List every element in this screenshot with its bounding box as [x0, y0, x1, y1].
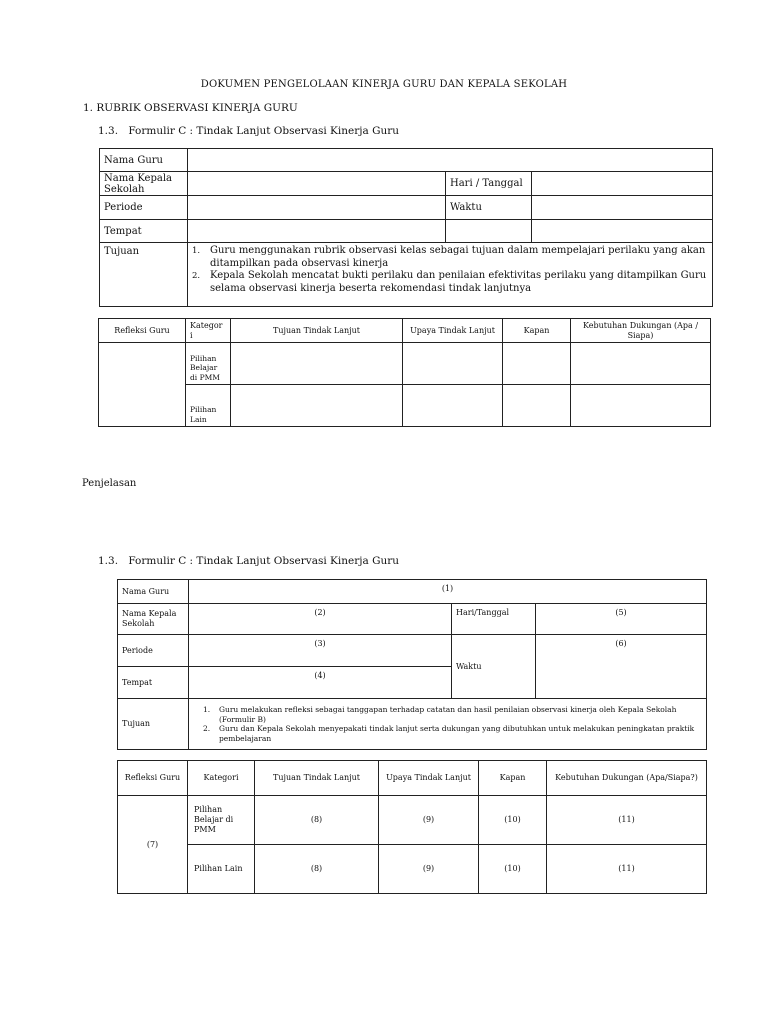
form1-input-upaya-lain[interactable] — [403, 385, 503, 427]
list-number: 1. — [203, 705, 211, 714]
list-number: 1. — [192, 246, 201, 256]
form2-marker-refleksi-guru: (7) — [118, 796, 188, 894]
form2-label-periode: Periode — [118, 635, 189, 667]
form2-marker-kapan-lain: (10) — [479, 845, 547, 894]
form1-tujuan-content — [188, 243, 713, 307]
form1-label-nama-guru: Nama Guru — [100, 149, 188, 172]
form1-input-refleksi-guru[interactable] — [99, 343, 186, 427]
table-row — [118, 796, 707, 845]
form1-category-pmm: Pilihan Belajar di PMM — [186, 343, 231, 385]
form2-marker-dukungan-lain: (11) — [547, 845, 707, 894]
form1-identity-table — [99, 148, 713, 307]
form2-category-lain: Pilihan Lain — [188, 845, 255, 894]
form1-header-kebutuhan-dukungan: Kebutuhan Dukungan (Apa / Siapa) — [571, 319, 711, 343]
explanation-label: Penjelasan — [82, 478, 137, 489]
form1-input-nama-guru[interactable] — [188, 149, 713, 172]
form2-marker-waktu: (6) — [536, 635, 707, 699]
form2-label-waktu: Waktu — [452, 635, 536, 699]
form1-reflection-table — [98, 318, 711, 427]
form2-header-tujuan-tindak-lanjut: Tujuan Tindak Lanjut — [255, 761, 379, 796]
form1-label-tempat: Tempat — [100, 220, 188, 243]
form1-header-kapan: Kapan — [503, 319, 571, 343]
form-number: 1.3. — [98, 125, 119, 137]
form2-reflection-table — [117, 760, 707, 894]
form2-marker-hari-tanggal: (5) — [536, 604, 707, 635]
form2-header-kebutuhan-dukungan: Kebutuhan Dukungan (Apa/Siapa?) — [547, 761, 707, 796]
list-item — [192, 245, 708, 270]
form1-input-hari-tanggal[interactable] — [532, 172, 713, 196]
form1-cell-blank-a — [446, 220, 532, 243]
form1-label-nama-kepala-sekolah: Nama Kepala Sekolah — [100, 172, 188, 196]
form2-marker-upaya-lain: (9) — [379, 845, 479, 894]
form1-input-dukungan-lain[interactable] — [571, 385, 711, 427]
list-number: 2. — [192, 271, 201, 281]
form2-marker-tujuan-lain: (8) — [255, 845, 379, 894]
form2-label-tempat: Tempat — [118, 667, 189, 699]
form1-label-periode: Periode — [100, 196, 188, 220]
form2-identity-table — [117, 579, 707, 750]
form1-input-tujuan-lain[interactable] — [231, 385, 403, 427]
form1-input-kapan-pmm[interactable] — [503, 343, 571, 385]
form2-tujuan-list — [195, 705, 702, 743]
form1-label-hari-tanggal: Hari / Tanggal — [446, 172, 532, 196]
form-heading-top — [98, 125, 399, 137]
form2-marker-nama-kepala-sekolah: (2) — [189, 604, 452, 635]
list-text: Guru menggunakan rubrik observasi kelas sebagai tujuan dalam mempelajari perilaku yang akan ditampilkan pada observasi kinerja — [210, 245, 706, 269]
form2-marker-nama-guru: (1) — [189, 580, 707, 604]
form1-label-waktu: Waktu — [446, 196, 532, 220]
form2-label-tujuan: Tujuan — [118, 699, 189, 750]
form2-marker-kapan-pmm: (10) — [479, 796, 547, 845]
form2-header-upaya-tindak-lanjut: Upaya Tindak Lanjut — [379, 761, 479, 796]
list-text: Guru melakukan refleksi sebagai tanggapan terhadap catatan dan hasil penilaian observasi kinerja oleh Kepala Sekolah (Formulir B) — [219, 705, 677, 724]
form2-marker-upaya-pmm: (9) — [379, 796, 479, 845]
form2-marker-dukungan-pmm: (11) — [547, 796, 707, 845]
form1-category-lain: Pilihan Lain — [186, 385, 231, 427]
form1-tujuan-list — [192, 245, 708, 295]
form2-marker-tujuan-pmm: (8) — [255, 796, 379, 845]
list-text: Guru dan Kepala Sekolah menyepakati tindak lanjut serta dukungan yang dibutuhkan untuk melakukan peningkatan praktik pembelajaran — [219, 724, 695, 743]
list-text: Kepala Sekolah mencatat bukti perilaku dan penilaian efektivitas perilaku yang ditampilkan Guru selama observasi kinerja beserta rekomendasi tindak lanjutnya — [210, 270, 707, 294]
form-heading-bottom — [98, 555, 399, 567]
form1-header-tujuan-tindak-lanjut: Tujuan Tindak Lanjut — [231, 319, 403, 343]
form1-input-upaya-pmm[interactable] — [403, 343, 503, 385]
list-number: 2. — [203, 724, 211, 733]
form1-label-tujuan: Tujuan — [100, 243, 188, 307]
table-row — [99, 343, 711, 385]
form1-header-kategori: Kategor i — [186, 319, 231, 343]
form1-input-tujuan-pmm[interactable] — [231, 343, 403, 385]
form2-tujuan-content — [189, 699, 707, 750]
form1-input-waktu[interactable] — [532, 196, 713, 220]
form2-label-nama-guru: Nama Guru — [118, 580, 189, 604]
document-title: DOKUMEN PENGELOLAAN KINERJA GURU DAN KEPALA SEKOLAH — [200, 79, 568, 90]
form2-label-hari-tanggal: Hari/Tanggal — [452, 604, 536, 635]
list-item — [192, 270, 708, 295]
form2-header-kategori: Kategori — [188, 761, 255, 796]
form1-input-dukungan-pmm[interactable] — [571, 343, 711, 385]
form1-cell-blank-b — [532, 220, 713, 243]
form1-header-refleksi-guru: Refleksi Guru — [99, 319, 186, 343]
form2-category-pmm: Pilihan Belajar di PMM — [188, 796, 255, 845]
form2-marker-tempat: (4) — [189, 667, 452, 699]
form-title: Formulir C : Tindak Lanjut Observasi Kinerja Guru — [128, 125, 400, 137]
section-heading: 1. RUBRIK OBSERVASI KINERJA GURU — [83, 102, 298, 114]
form2-header-refleksi-guru: Refleksi Guru — [118, 761, 188, 796]
form2-label-nama-kepala-sekolah: Nama Kepala Sekolah — [118, 604, 189, 635]
form1-header-upaya-tindak-lanjut: Upaya Tindak Lanjut — [403, 319, 503, 343]
list-item — [195, 705, 702, 724]
list-item — [195, 724, 702, 743]
form2-header-kapan: Kapan — [479, 761, 547, 796]
table-row — [118, 845, 707, 894]
form-number: 1.3. — [98, 555, 119, 567]
form1-input-tempat[interactable] — [188, 220, 446, 243]
form1-input-nama-kepala-sekolah[interactable] — [188, 172, 446, 196]
table-row — [99, 385, 711, 427]
form-title: Formulir C : Tindak Lanjut Observasi Kinerja Guru — [128, 555, 400, 567]
form1-input-periode[interactable] — [188, 196, 446, 220]
form2-marker-periode: (3) — [189, 635, 452, 667]
form1-input-kapan-lain[interactable] — [503, 385, 571, 427]
